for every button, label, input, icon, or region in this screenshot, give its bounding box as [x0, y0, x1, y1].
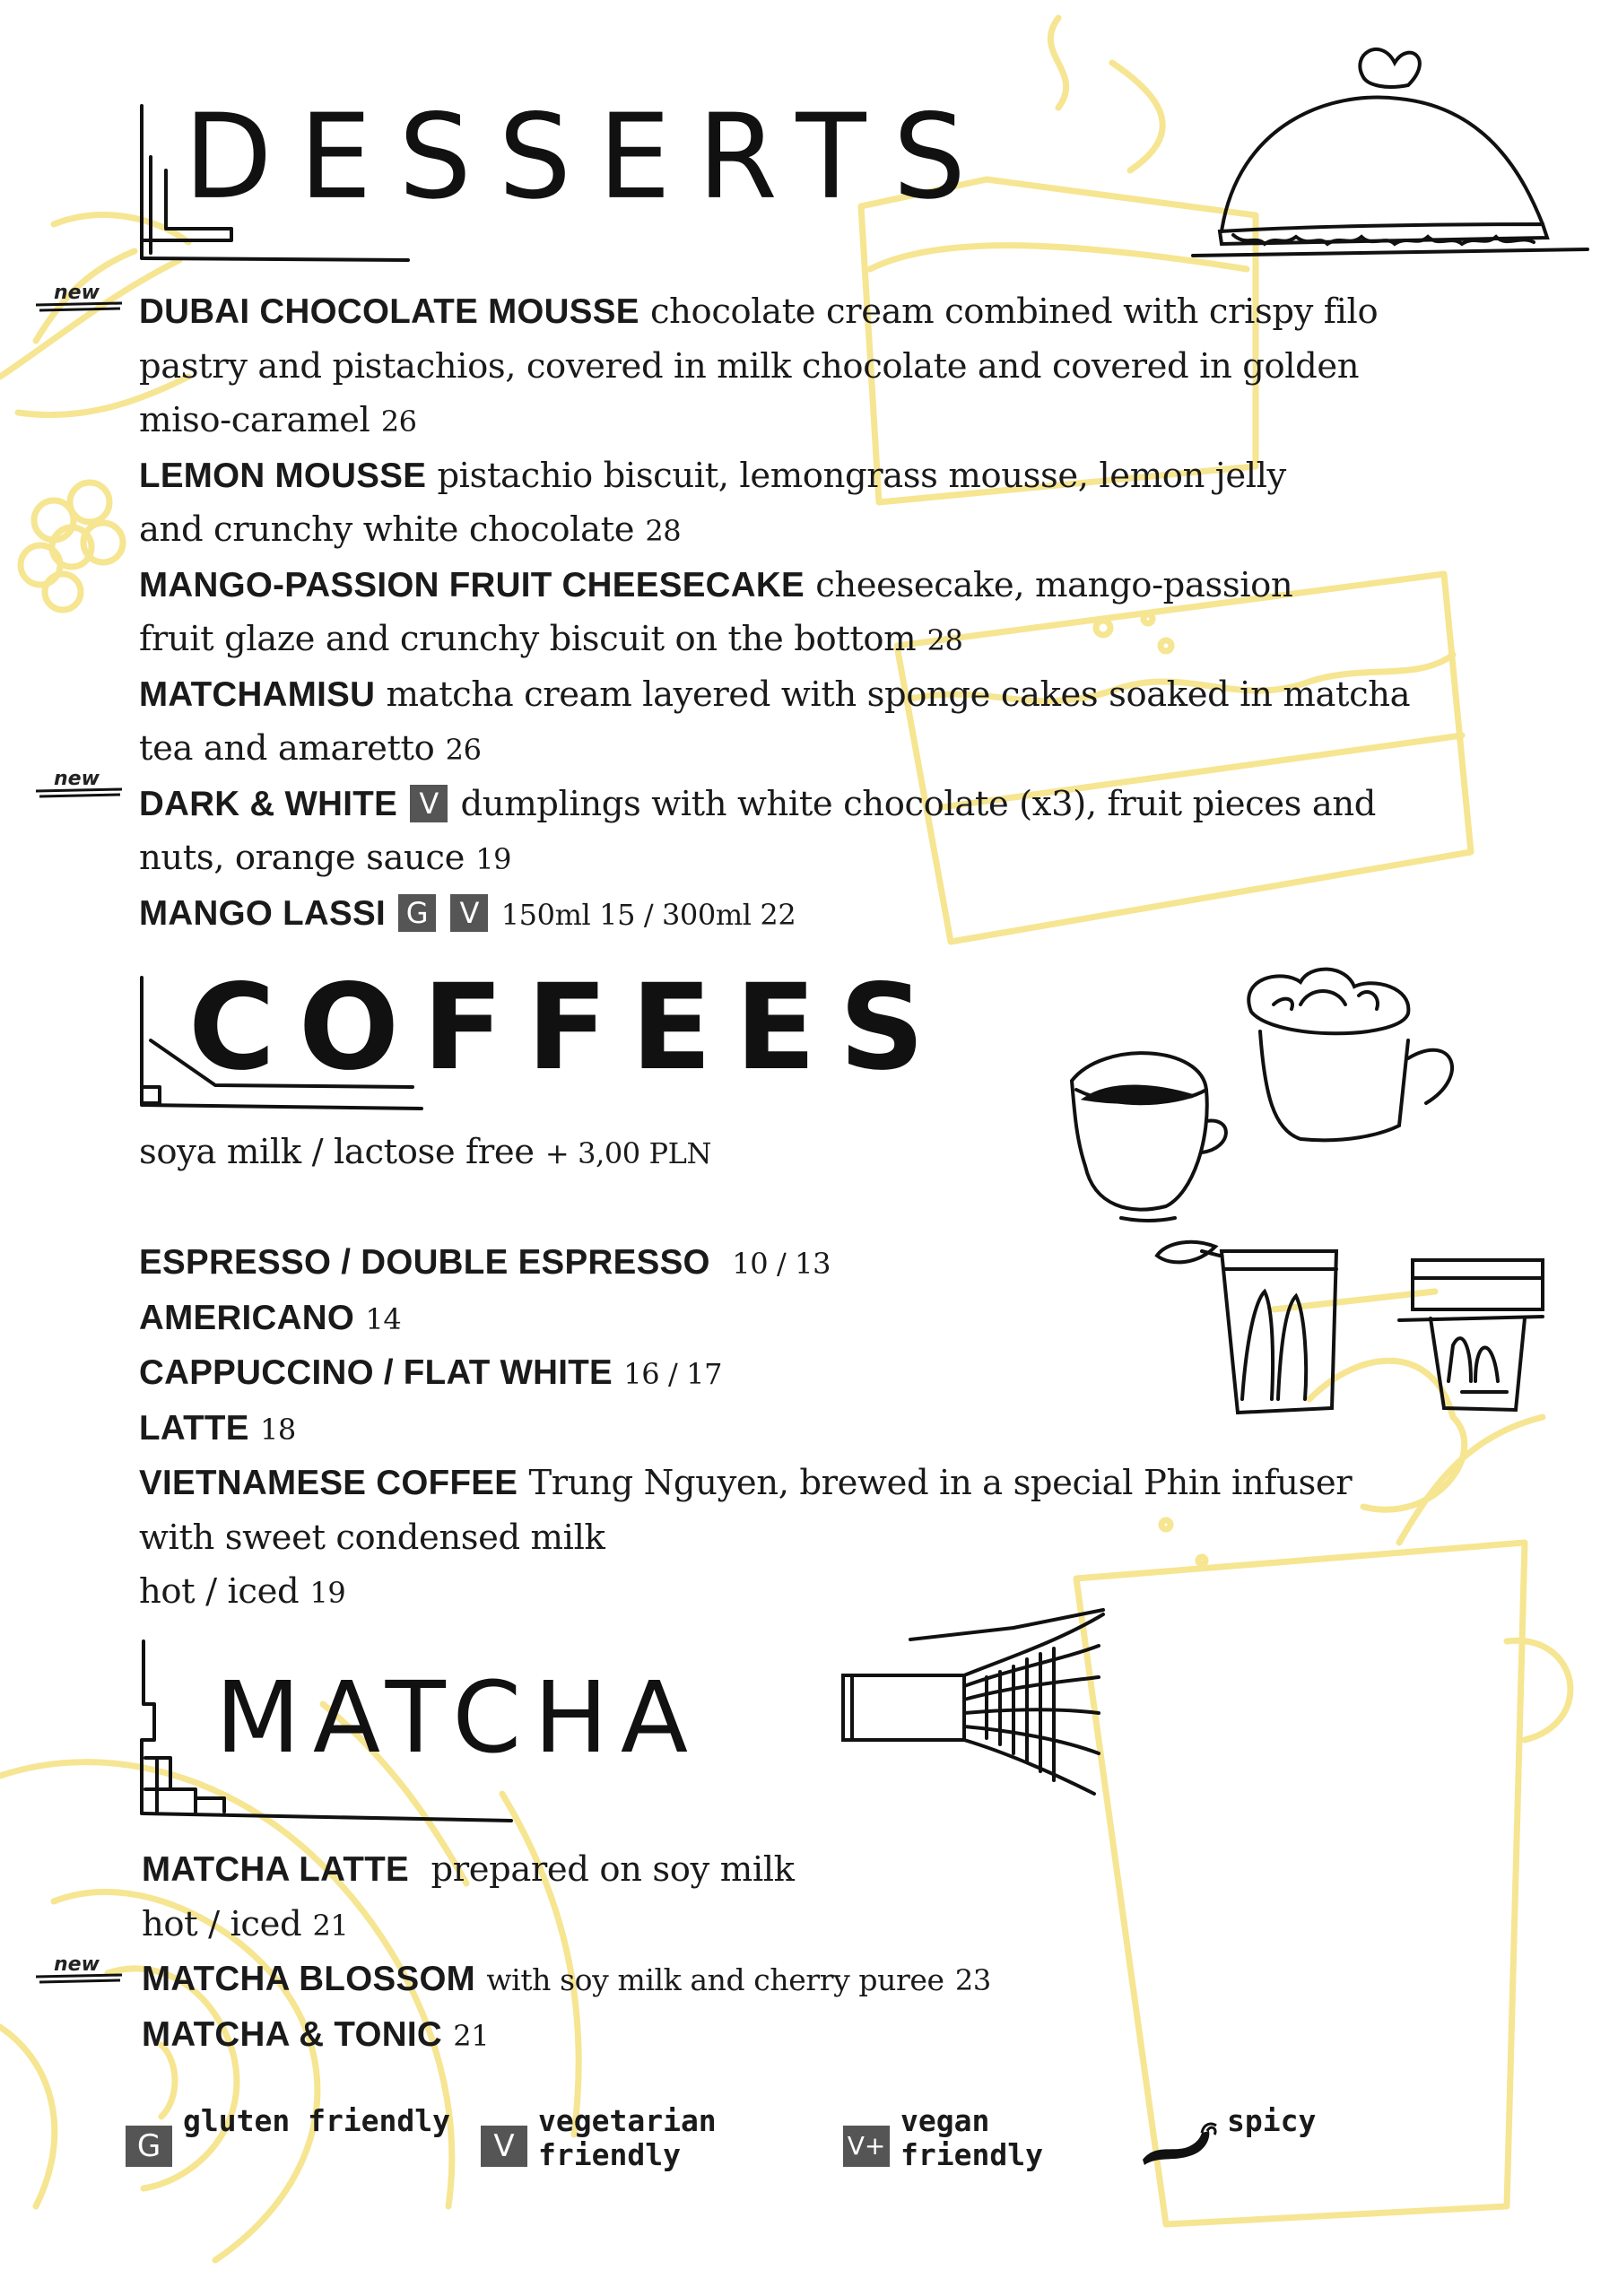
legend-label	[538, 2104, 717, 2172]
item-description: chocolate cream combined with crispy filo	[649, 291, 1379, 332]
legend-label-line: friendly	[900, 2137, 1043, 2172]
vegetarian-tag: V	[410, 785, 448, 822]
new-badge	[34, 1953, 124, 1989]
item-name: MANGO-PASSION FRUIT CHEESECAKE	[139, 565, 805, 604]
item-name: CAPPUCCINO / FLAT WHITE	[139, 1353, 613, 1392]
item-description: prepared on soy milk	[431, 1849, 795, 1890]
item-description: with sweet condensed milk	[139, 1517, 605, 1558]
item-name: AMERICANO	[139, 1298, 355, 1337]
new-badge-label: new	[54, 1953, 100, 1976]
menu-item	[139, 887, 1502, 943]
legend-gluten-friendly	[126, 2104, 450, 2167]
item-price: 23	[954, 1963, 991, 1997]
item-description: hot / iced	[139, 1571, 300, 1612]
item-description: miso-caramel	[139, 400, 370, 440]
menu-item	[139, 1457, 1502, 1621]
new-badge-label: new	[54, 282, 100, 304]
vegetarian-tag: V	[450, 894, 488, 932]
item-name: MANGO LASSI	[139, 893, 386, 933]
cloche-icon	[1193, 49, 1588, 256]
legend-spicy	[1137, 2104, 1316, 2170]
legend-vegan	[843, 2104, 1043, 2172]
menu-item	[142, 1952, 1505, 2008]
item-price: 18	[259, 1412, 296, 1447]
item-name: VIETNAMESE COFFEE	[139, 1464, 518, 1502]
item-description: tea and amaretto	[139, 728, 435, 769]
menu-item	[139, 1402, 1502, 1457]
coffees-list	[139, 1236, 1502, 1621]
item-description: and crunchy white chocolate	[139, 509, 635, 550]
desserts-list	[139, 285, 1502, 942]
menu-item	[142, 1843, 1505, 1952]
item-description: matcha cream layered with sponge cakes soaked in matcha	[386, 674, 1411, 715]
vegetarian-tag: V	[481, 2126, 527, 2167]
item-description: nuts, orange sauce	[139, 838, 465, 878]
item-name: DARK & WHITE	[139, 784, 398, 823]
legend-vegetarian	[481, 2104, 717, 2172]
menu-item	[142, 2008, 1505, 2064]
item-price: 26	[445, 733, 482, 767]
milk-option-text: soya milk / lactose free	[139, 1132, 535, 1172]
item-price: 28	[645, 514, 682, 548]
new-badge-label: new	[54, 768, 100, 790]
menu-item	[139, 1292, 1502, 1347]
menu-item	[139, 1346, 1502, 1402]
matcha-title: MATCHA	[215, 1660, 701, 1775]
item-price: 28	[926, 623, 963, 657]
legend-label-line: vegetarian	[538, 2103, 717, 2138]
item-description: Trung Nguyen, brewed in a special Phin infuser	[528, 1463, 1353, 1503]
item-price: 10 / 13	[732, 1247, 831, 1281]
item-price: 19	[475, 842, 512, 876]
menu-item	[139, 559, 1502, 668]
matcha-list	[142, 1843, 1505, 2063]
legend-label-line: vegan	[900, 2103, 990, 2138]
item-description: with soy milk and cherry puree	[486, 1962, 944, 1997]
menu-item	[139, 778, 1502, 887]
item-name: LEMON MOUSSE	[139, 456, 427, 495]
milk-option-note	[139, 1132, 711, 1172]
milk-option-price: + 3,00 PLN	[544, 1136, 712, 1170]
item-price: 16 / 17	[623, 1357, 723, 1391]
desserts-title: DESSERTS	[184, 89, 993, 226]
legend-label: gluten friendly	[183, 2103, 451, 2138]
vegan-tag: V+	[843, 2126, 890, 2167]
menu-item	[139, 1236, 1502, 1292]
new-badge	[34, 282, 124, 317]
item-price: 21	[453, 2018, 490, 2053]
item-description: pistachio biscuit, lemongrass mousse, lemon jelly	[437, 455, 1286, 496]
item-price: 19	[309, 1576, 346, 1610]
item-name: MATCHAMISU	[139, 674, 376, 714]
menu-item	[139, 449, 1502, 559]
item-description: cheesecake, mango-passion	[815, 564, 1293, 605]
legend-label	[900, 2104, 1043, 2172]
item-name: ESPRESSO / DOUBLE ESPRESSO	[139, 1243, 710, 1282]
item-name: DUBAI CHOCOLATE MOUSSE	[139, 292, 639, 331]
item-name: MATCHA BLOSSOM	[142, 1960, 476, 1998]
item-description: pastry and pistachios, covered in milk chocolate and covered in golden	[139, 345, 1360, 387]
chili-pepper-icon	[1137, 2117, 1222, 2170]
coffees-title: COFFEES	[188, 959, 948, 1097]
item-description: hot / iced	[142, 1903, 302, 1944]
menu-item	[139, 285, 1502, 449]
item-name: LATTE	[139, 1408, 249, 1448]
legend-label-line: friendly	[538, 2137, 681, 2172]
item-price: 26	[380, 404, 417, 439]
item-price: 21	[312, 1908, 349, 1943]
item-name: MATCHA LATTE	[142, 1850, 409, 1889]
item-price: 150ml 15 / 300ml 22	[500, 897, 796, 932]
gluten-friendly-tag: G	[126, 2126, 172, 2167]
matcha-whisk-icon	[843, 1610, 1103, 1794]
menu-item	[139, 668, 1502, 778]
item-description: dumplings with white chocolate (x3), fruit pieces and	[460, 783, 1377, 824]
item-description: fruit glaze and crunchy biscuit on the bottom	[139, 619, 917, 659]
item-name: MATCHA & TONIC	[142, 2014, 442, 2054]
item-price: 14	[365, 1301, 402, 1336]
gluten-friendly-tag: G	[398, 894, 436, 932]
legend-label: spicy	[1227, 2103, 1317, 2138]
new-badge	[34, 768, 124, 804]
